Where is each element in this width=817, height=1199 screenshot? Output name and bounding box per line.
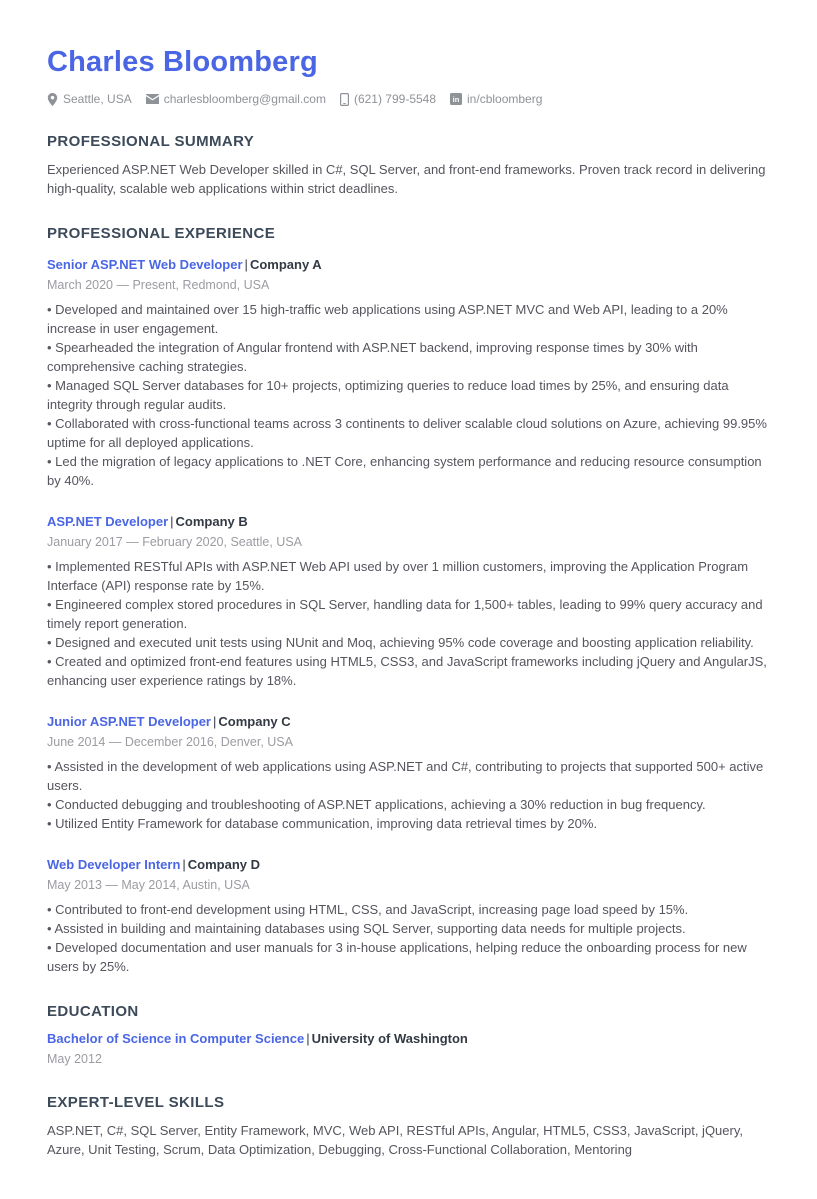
svg-text:in: in — [452, 95, 460, 105]
resume-header — [47, 46, 770, 106]
bullet-item: • Developed documentation and user manuals for 3 in-house applications, helping reduce the onboarding process for new users by 25%. — [47, 938, 770, 976]
job-company: Company D — [187, 857, 261, 873]
title-separator: | — [170, 514, 174, 530]
summary-heading: PROFESSIONAL SUMMARY — [47, 133, 255, 151]
job-title: Web Developer Intern — [47, 857, 181, 873]
job-bullets — [47, 557, 770, 690]
location-icon — [47, 93, 58, 106]
contact-location — [47, 92, 132, 106]
summary-text: Experienced ASP.NET Web Developer skilled in C#, SQL Server, and front-end frameworks. Proven track record in delivering high-quality, scalable web applications within strict deadlines. — [47, 162, 766, 197]
section-skills — [47, 1094, 770, 1159]
contact-row — [47, 92, 770, 106]
contact-email-text: charlesbloomberg@gmail.com — [163, 92, 326, 107]
job-company: Company C — [218, 714, 291, 730]
experience-heading: PROFESSIONAL EXPERIENCE — [47, 225, 276, 243]
bullet-item: • Assisted in building and maintaining databases using SQL Server, supporting data needs for multiple projects. — [47, 919, 770, 938]
bullet-item: • Created and optimized front-end features using HTML5, CSS3, and JavaScript frameworks including jQuery and AngularJS, enhancing user experience ratings by 18%. — [47, 652, 770, 690]
job-entry — [47, 513, 770, 690]
email-icon — [146, 94, 159, 104]
bullet-item: • Conducted debugging and troubleshooting of ASP.NET applications, achieving a 30% reduction in bug frequency. — [47, 795, 770, 814]
job-title-line — [47, 713, 770, 730]
job-bullets — [47, 757, 770, 833]
job-title: Senior ASP.NET Web Developer — [47, 257, 243, 273]
job-title-line — [47, 513, 770, 530]
contact-phone-text: (621) 799-5548 — [353, 92, 437, 107]
bullet-item: • Collaborated with cross-functional teams across 3 continents to deliver scalable cloud solutions on Azure, achieving 99.95% uptime for all deployed applications. — [47, 414, 770, 452]
job-bullets — [47, 300, 770, 490]
job-entry — [47, 256, 770, 490]
job-title-line — [47, 256, 770, 273]
skills-text: ASP.NET, C#, SQL Server, Entity Framework, MVC, Web API, RESTful APIs, Angular, HTML5, CSS3, JavaScript, jQuery, Azure, Unit Testing, Scrum, Data Optimization, Debugging, Cross-Functional Collaboration, Mentoring — [47, 1123, 743, 1158]
education-title-line — [47, 1030, 770, 1047]
job-date: January 2017 — February 2020, Seattle, USA — [47, 535, 303, 550]
bullet-item: • Assisted in the development of web applications using ASP.NET and C#, contributing to projects that supported 500+ active users. — [47, 757, 770, 795]
job-date: May 2013 — May 2014, Austin, USA — [47, 878, 250, 893]
title-separator: | — [306, 1031, 310, 1047]
job-date: June 2014 — December 2016, Denver, USA — [47, 735, 293, 750]
contact-phone — [340, 92, 436, 106]
bullet-item: • Engineered complex stored procedures in SQL Server, handling data for 1,500+ tables, leading to 99% query accuracy and timely report generation. — [47, 595, 770, 633]
contact-email — [146, 92, 326, 106]
section-education — [47, 1003, 770, 1067]
bullet-item: • Led the migration of legacy applications to .NET Core, enhancing system performance and reducing resource consumption by 40%. — [47, 452, 770, 490]
bullet-item: • Developed and maintained over 15 high-traffic web applications using ASP.NET MVC and Web API, leading to a 20% increase in user engagement. — [47, 300, 770, 338]
job-date: March 2020 — Present, Redmond, USA — [47, 278, 270, 293]
education-heading: EDUCATION — [47, 1003, 139, 1021]
job-entry — [47, 713, 770, 833]
education-entry — [47, 1030, 770, 1067]
title-separator: | — [182, 857, 186, 873]
bullet-item: • Implemented RESTful APIs with ASP.NET Web API used by over 1 million customers, improving the Application Program Interface (API) response rate by 15%. — [47, 557, 770, 595]
candidate-name: Charles Bloomberg — [47, 46, 318, 78]
bullet-item: • Managed SQL Server databases for 10+ projects, optimizing queries to reduce load times by 25%, and ensuring data integrity through regular audits. — [47, 376, 770, 414]
bullet-item: • Utilized Entity Framework for database communication, improving data retrieval times by 20%. — [47, 814, 770, 833]
job-title: ASP.NET Developer — [47, 514, 169, 530]
phone-icon — [340, 93, 349, 106]
section-experience — [47, 225, 770, 976]
bullet-item: • Contributed to front-end development using HTML, CSS, and JavaScript, increasing page load speed by 15%. — [47, 900, 770, 919]
job-company: Company B — [175, 514, 248, 530]
contact-linkedin-text: in/cbloomberg — [467, 92, 543, 107]
education-date: May 2012 — [47, 1052, 102, 1067]
job-company: Company A — [249, 257, 322, 273]
bullet-item: • Spearheaded the integration of Angular frontend with ASP.NET backend, improving response times by 30% with comprehensive caching strategies. — [47, 338, 770, 376]
title-separator: | — [244, 257, 248, 273]
contact-location-text: Seattle, USA — [63, 92, 132, 107]
job-bullets — [47, 900, 770, 976]
education-school: University of Washington — [311, 1031, 468, 1047]
job-title: Junior ASP.NET Developer — [47, 714, 211, 730]
contact-linkedin — [450, 92, 542, 106]
education-degree: Bachelor of Science in Computer Science — [47, 1031, 305, 1047]
job-title-line — [47, 856, 770, 873]
bullet-item: • Designed and executed unit tests using NUnit and Moq, achieving 95% code coverage and boosting application reliability. — [47, 633, 770, 652]
linkedin-icon — [450, 93, 462, 105]
job-entry — [47, 856, 770, 976]
skills-heading: EXPERT-LEVEL SKILLS — [47, 1094, 225, 1112]
title-separator: | — [213, 714, 217, 730]
section-summary — [47, 133, 770, 198]
